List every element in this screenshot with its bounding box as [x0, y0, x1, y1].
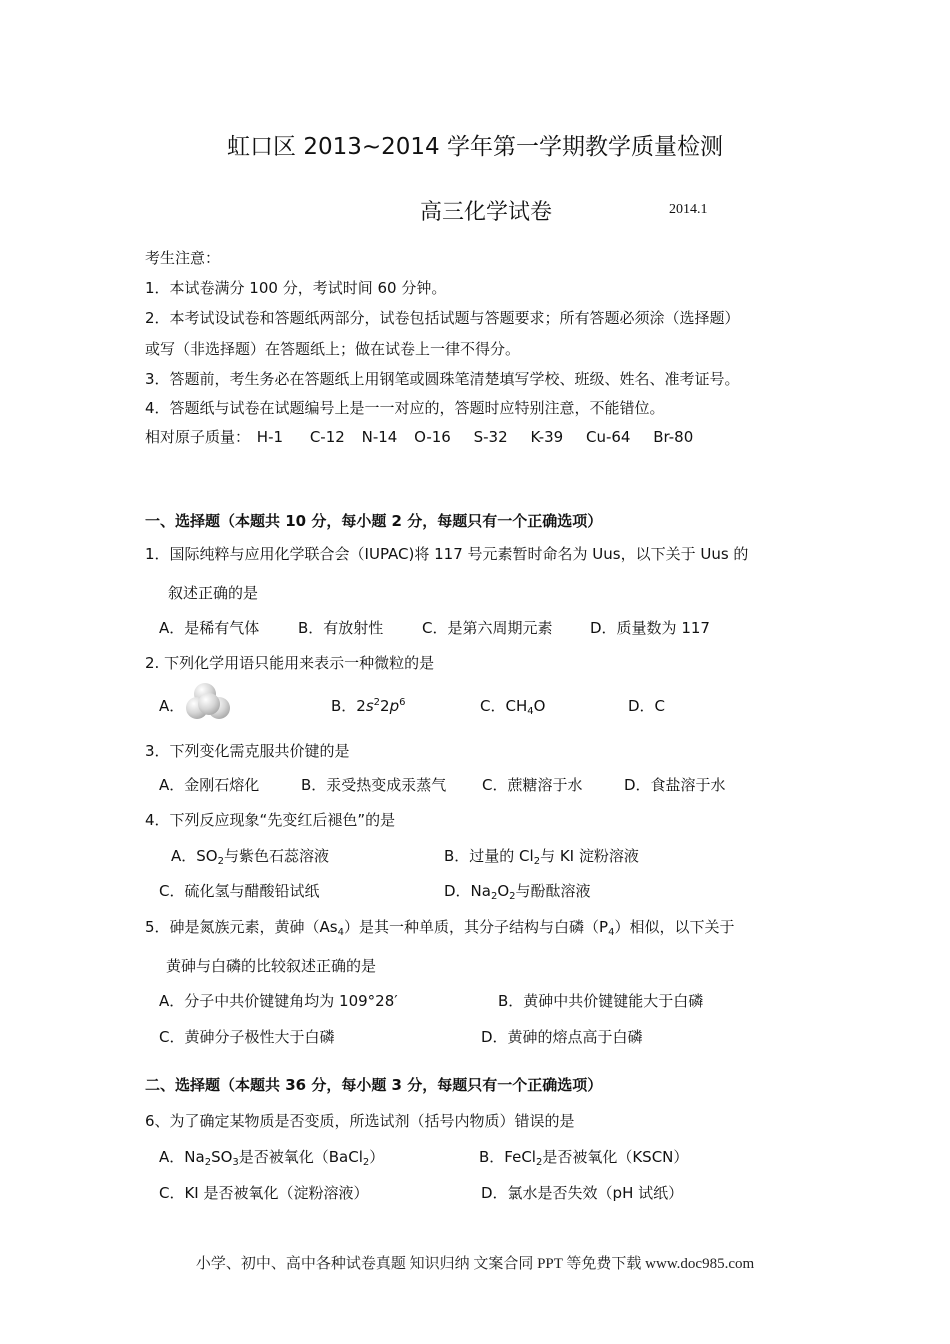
q5-stem-b: 黄砷与白磷的比较叙述正确的是: [166, 957, 377, 975]
q3-option-c: C．蔗糖溶于水: [482, 776, 583, 794]
q6-option-a: A．$Na_2SO_3$是否被氧化（BaCl$_2$）: [159, 1148, 385, 1168]
q3-option-a: A．金刚石熔化: [159, 776, 260, 794]
methane-ball-model-icon: [186, 683, 234, 723]
q2-option-c: C．$CH_4O$: [480, 697, 546, 717]
atomic-masses-label: 相对原子质量：: [145, 428, 251, 446]
q5-stem-a: 5．砷是氮族元素，黄砷$(As_4)$是其一种单质，其分子结构与白磷$(P_4)$相似，以下关于: [145, 918, 735, 938]
section-1-heading: 一、选择题（本题共 10 分，每小题 2 分，每题只有一个正确选项）: [145, 512, 603, 530]
q3-stem: 3．下列变化需克服共价键的是: [145, 742, 350, 760]
q4-stem: 4．下列反应现象“先变红后褪色”的是: [145, 811, 396, 829]
mass-o: O-16: [414, 428, 451, 446]
q6-option-d: D．氯水是否失效（pH 试纸）: [481, 1184, 684, 1202]
exam-title: 虹口区 2013~2014 学年第一学期教学质量检测: [227, 134, 723, 160]
q6-option-c: C．KI 是否被氧化（淀粉溶液）: [159, 1184, 369, 1202]
mass-s: S-32: [473, 428, 508, 446]
q5-option-d: D．黄砷的熔点高于白磷: [481, 1028, 643, 1046]
q1-stem-b: 叙述正确的是: [168, 584, 259, 602]
notice-heading: 考生注意：: [145, 249, 221, 267]
atomic-masses-line: [145, 426, 693, 447]
q2-option-d: D．C: [628, 697, 666, 715]
mass-h: H-1: [256, 428, 284, 446]
mass-cu: Cu-64: [585, 428, 631, 446]
q2-stem: 2. 下列化学用语只能用来表示一种微粒的是: [145, 654, 435, 672]
q4-option-a: A．$SO_2$与紫色石蕊溶液: [171, 847, 329, 867]
section-2-heading: 二、选择题（本题共 36 分，每小题 3 分，每题只有一个正确选项）: [145, 1076, 603, 1094]
mass-n: N-14: [361, 428, 398, 446]
q1-option-a: A．是稀有气体: [159, 619, 260, 637]
q5-option-a: A．分子中共价键键角均为 109°28′: [159, 992, 398, 1010]
q1-option-d: D．质量数为 117: [590, 619, 710, 637]
exam-subtitle: 高三化学试卷: [420, 200, 553, 225]
mass-c: C-12: [309, 428, 345, 446]
footer-note: 小学、初中、高中各种试卷真题 知识归纳 文案合同 PPT 等免费下载 www.doc985.com: [195, 1256, 755, 1272]
notice-item-2b: 或写（非选择题）在答题纸上；做在试卷上一律不得分。: [145, 340, 521, 358]
q4-option-b: B．过量的 $Cl_2$与 KI 淀粉溶液: [444, 847, 639, 867]
notice-item-3: 3．答题前，考生务必在答题纸上用钢笔或圆珠笔清楚填写学校、班级、姓名、准考证号。: [145, 370, 740, 388]
q5-option-c: C．黄砷分子极性大于白磷: [159, 1028, 335, 1046]
notice-item-2a: 2．本考试设试卷和答题纸两部分，试卷包括试题与答题要求；所有答题必须涂（选择题）: [145, 309, 740, 327]
q1-option-b: B．有放射性: [298, 619, 384, 637]
mass-br: Br-80: [653, 428, 694, 446]
q4-option-c: C．硫化氢与醋酸铅试纸: [159, 882, 320, 900]
q6-option-b: B．FeCl$_2$是否被氧化（KSCN）: [479, 1148, 689, 1168]
q2-option-a: A．: [159, 697, 185, 715]
q2-option-b: B．$2s^22p^6$: [331, 697, 406, 715]
q5-option-b: B．黄砷中共价键键能大于白磷: [498, 992, 704, 1010]
q1-option-c: C．是第六周期元素: [422, 619, 553, 637]
exam-date: 2014.1: [669, 202, 708, 217]
q6-stem: 6、为了确定某物质是否变质，所选试剂（括号内物质）错误的是: [145, 1112, 575, 1130]
q3-option-d: D．食盐溶于水: [624, 776, 726, 794]
mass-k: K-39: [530, 428, 564, 446]
q3-option-b: B．汞受热变成汞蒸气: [301, 776, 447, 794]
q1-stem-a: 1．国际纯粹与应用化学联合会（IUPAC)将 117 号元素暂时命名为 Uus，以下关于 Uus 的: [145, 545, 749, 563]
q4-option-d: D．$Na_2O_2$与酚酞溶液: [444, 882, 591, 902]
notice-item-4: 4．答题纸与试卷在试题编号上是一一对应的，答题时应特别注意，不能错位。: [145, 399, 665, 417]
notice-item-1: 1．本试卷满分 100 分，考试时间 60 分钟。: [145, 279, 447, 297]
